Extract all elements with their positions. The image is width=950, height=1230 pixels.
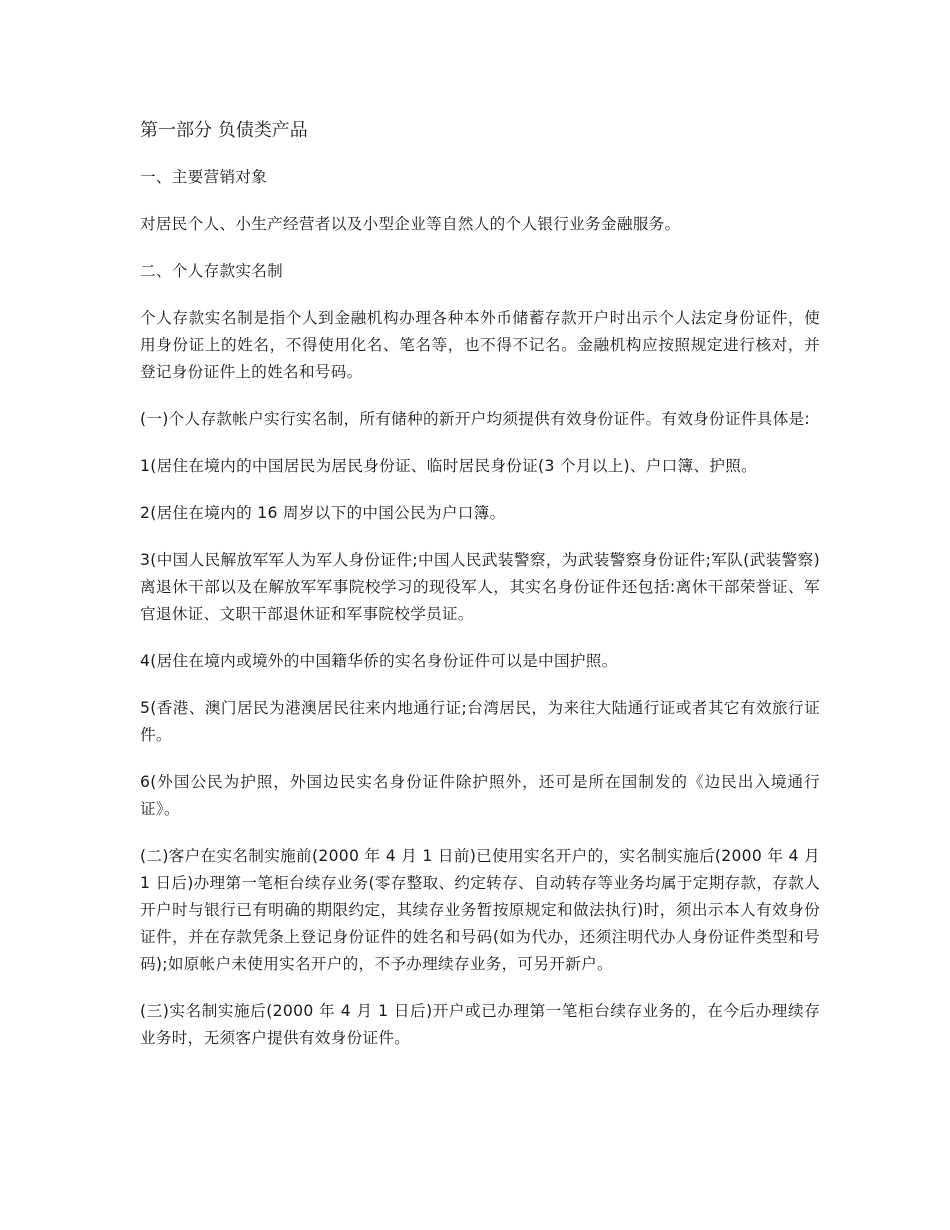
- section-heading: 第一部分 负债类产品: [140, 120, 308, 141]
- list-item-2: 2(居住在境内的 16 周岁以下的中国公民为户口簿。: [140, 504, 506, 522]
- paragraph-clause-2: (二)客户在实名制实施前(2000 年 4 月 1 日前)已使用实名开户的，实名制实施后(2000 年 4 月 1 日后)办理第一笔柜台续存业务(零存整取、约定转存、自动转存等业务均属于定期存款，存款人开户时与银行已有明确的期限约定，其续存业务暂按原规定和做法执行)时，须出示本人有效身份证件，并在存款凭条上登记身份证件的姓名和号码(如为代办，还须注明代办人身份证件类型和号码);如原帐户未使用实名开户的，不予办理续存业务，可另开新户。: [140, 847, 820, 973]
- paragraph-clause-3: (三)实名制实施后(2000 年 4 月 1 日后)开户或已办理第一笔柜台续存业务的，在今后办理续存业务时，无须客户提供有效身份证件。: [140, 1002, 820, 1047]
- document-body: [140, 116, 820, 1072]
- list-item-1: 1(居住在境内的中国居民为居民身份证、临时居民身份证(3 个月以上)、户口簿、护照。: [140, 457, 758, 475]
- list-item-4: 4(居住在境内或境外的中国籍华侨的实名身份证件可以是中国护照。: [140, 652, 618, 670]
- paragraph-real-name-definition: 个人存款实名制是指个人到金融机构办理各种本外币储蓄存款开户时出示个人法定身份证件，使用身份证上的姓名，不得使用化名、笔名等，也不得不记名。金融机构应按照规定进行核对，并登记身份证件上的姓名和号码。: [140, 309, 820, 381]
- subheading-real-name-system: 二、个人存款实名制: [140, 262, 284, 280]
- list-item-6: 6(外国公民为护照，外国边民实名身份证件除护照外，还可是所在国制发的《边民出入境通行证》。: [140, 773, 820, 818]
- list-item-3: 3(中国人民解放军军人为军人身份证件;中国人民武装警察，为武装警察身份证件;军队(武装警察)离退休干部以及在解放军军事院校学习的现役军人，其实名身份证件还包括:离休干部荣誉证、军官退休证、文职干部退休证和军事院校学员证。: [140, 551, 820, 623]
- list-item-5: 5(香港、澳门居民为港澳居民往来内地通行证;台湾居民，为来往大陆通行证或者其它有效旅行证件。: [140, 699, 820, 744]
- paragraph-marketing-targets: 对居民个人、小生产经营者以及小型企业等自然人的个人银行业务金融服务。: [140, 215, 681, 233]
- subheading-marketing-targets: 一、主要营销对象: [140, 168, 268, 186]
- paragraph-clause-1: (一)个人存款帐户实行实名制，所有储种的新开户均须提供有效身份证件。有效身份证件具体是:: [140, 410, 810, 428]
